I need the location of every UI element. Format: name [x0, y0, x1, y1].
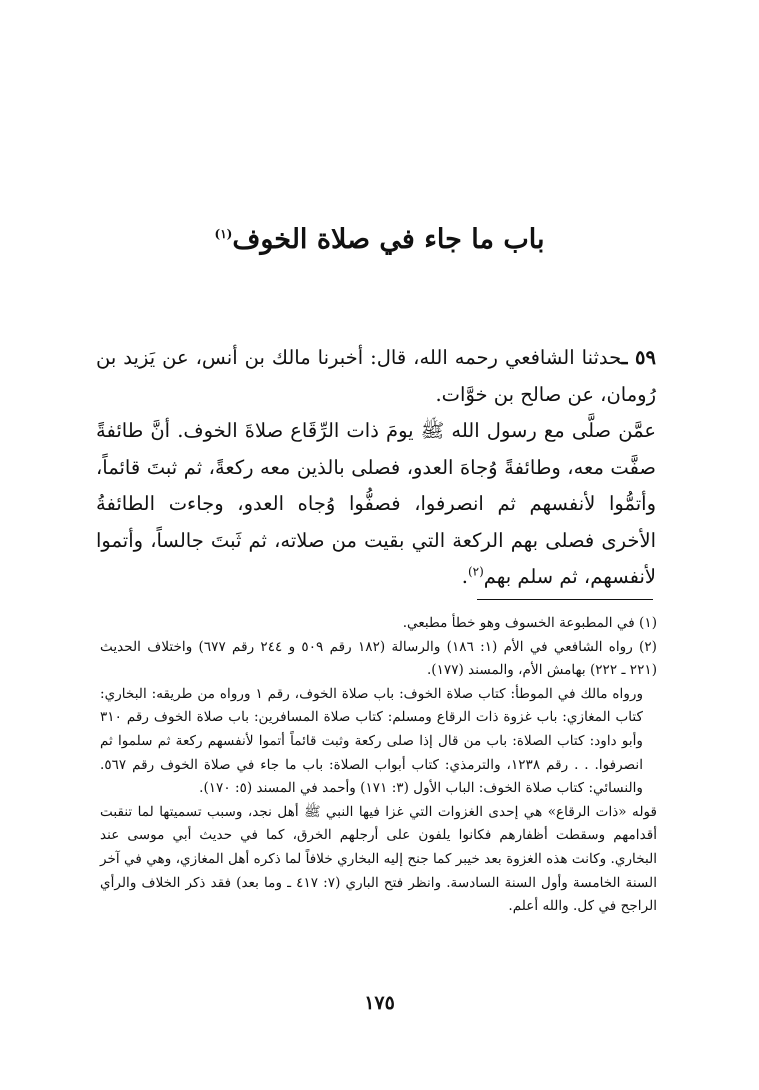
footnote-2-sources: ورواه مالك في الموطأ: كتاب صلاة الخوف: باب صلاة الخوف، رقم ١ ورواه من طريقه: البخاري: كتاب المغازي: باب غزوة ذات الرقاع ومسلم: كتاب صلاة المسافرين: باب صلاة الخوف رقم ٣١٠ وأبو داود: كتاب الصلاة: باب من قال إذا صلى ركعة وثبت قائماً أتموا لأنفسهم ركعة ثم سلموا ثم انصرفوا. . . رقم ١٢٣٨، والترمذي: كتاب أبواب الصلاة: باب ما جاء في صلاة الخوف رقم ٥٦٧. والنسائي: كتاب صلاة الخوف: الباب الأول (٣: ١٧١) وأحمد في المسند (٥: ١٧٠). — [100, 685, 644, 797]
hadith-chain: حدثنا الشافعي رحمه الله، قال: أخبرنا مالك بن أنس، عن يَزيد بن رُومان، عن صالح بن خوَّات. — [96, 346, 656, 406]
hadith-footnote-ref: (٢) — [467, 564, 484, 579]
hadith-matn — [96, 413, 656, 596]
page-number: ١٧٥ — [364, 992, 395, 1014]
footnote-1: (١) في المطبوعة الخسوف وهو خطأ مطبعي. — [402, 615, 657, 631]
chapter-heading — [0, 220, 759, 260]
hadith-end: . — [461, 565, 468, 588]
footnote-2: (٢) رواه الشافعي في الأم (١: ١٨٦) والرسالة (١٨٢ رقم ٥٠٩ و ٢٤٤ رقم ٦٧٧) واختلاف الحديث (٢٢١ ـ ٢٢٢) بهامش الأم، والمسند (١٧٧). — [100, 638, 657, 679]
hadith-body: عمَّن صلَّى مع رسول الله ﷺ يومَ ذات الرِّقَاع صلاةَ الخوف. أنَّ طائفةً صفَّت معه، وطائفةً وُجاهَ العدو، فصلى بالذين معه ركعةً، ثم ثبتَ قائماً، وأتمُّوا لأنفسهم ثم انصرفوا، فصفُّوا وُجاه العدو، وجاءت الطائفةُ الأخرى فصلى بهم الركعة التي بقيت من صلاته، ثم ثَبتَ جالساً، وأتموا لأنفسهم، ثم سلم بهم — [96, 419, 656, 588]
footnote-divider — [477, 599, 653, 600]
chapter-footnote-ref: (١) — [214, 227, 233, 241]
chapter-title: باب ما جاء في صلاة الخوف — [232, 224, 545, 255]
footnote-2-commentary: قوله «ذات الرقاع» هي إحدى الغزوات التي غزا فيها النبي ﷺ أهل نجد، وسبب تسميتها لما تنقبت أقدامهم وسقطت أظفارهم فكانوا يلفون على أرجلهم الخرق، كما في حديث أبي موسى عند البخاري. وكانت هذه الغزوة بعد خيبر كما جنح إليه البخاري خلافاً لما ذكره أهل المغازي، وهي في آخر السنة الخامسة وأول السنة السادسة. وانظر فتح الباري (٧: ٤١٧ ـ وما بعد) فقد ذكر الخلاف والرأي الراجح في كل. والله أعلم. — [100, 803, 657, 915]
footnotes — [100, 612, 657, 919]
hadith-text — [96, 340, 656, 596]
hadith-isnad — [96, 340, 656, 413]
hadith-number: ٥٩ ـ — [621, 346, 656, 369]
